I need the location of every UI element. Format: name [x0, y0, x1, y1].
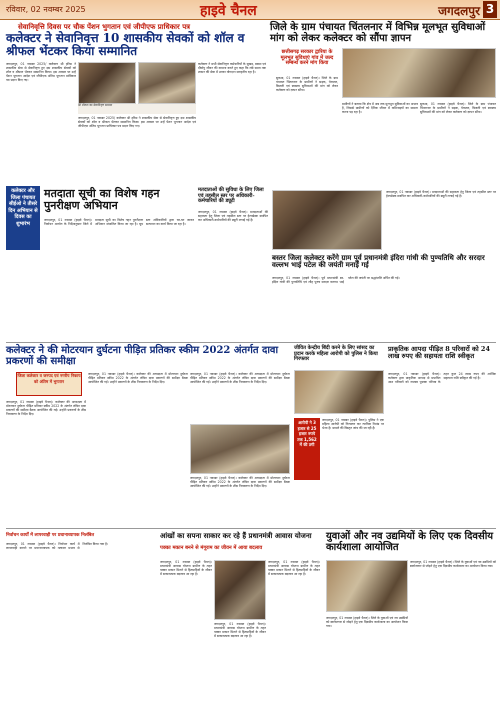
story6-photo [190, 424, 290, 474]
story1-photo-caption: श्री शीतल का सेवानिवृत्त सम्मान [78, 104, 196, 114]
story2-body-col2: ग्रामीणों ने बताया कि क्षेत्र में अब तक मूलभूत सुविधाओं का अभाव है, जिससे ग्रामीणों को दैनिक जीवन में कठिनाइयों का सामना करना पड़ रहा है। [342, 102, 418, 115]
story7-headline: जीवित केन्द्रीय बिंदी करने के लिए सांसद का प्रदान करके महिला आरोपी को पुलिस ने किया गिरफ्तार [294, 345, 378, 362]
story4-body: जगदलपुर, 01 नवम्बर (हाइवे चैनल)। मतदाताओं की सहायता हेतु जिला एवं तहसील स्तर पर हेल्पडेस्क स्थापित कर अधिकारी-कर्मचारियों की ड्यूटी लगाई गई है। [198, 210, 268, 223]
brand-title: हाइवे चैनल [200, 3, 257, 19]
story2-photo [342, 48, 496, 98]
story1-body-col1: जगदलपुर, 01 नवम्बर 2025/ कलेक्टर श्री हरिस ने शासकीय सेवा से सेवानिवृत्त हुए दस शासकीय सेवकों को शॉल व श्रीफल भेंटकर सम्मानित किया। इस अवसर पर उन्हें पेंशन भुगतान आदेश एवं जीपीएफ अंतिम भुगतान प्राधिकार पत्र प्रदान किए गए। [6, 62, 76, 83]
story2-body-col3: सुकमा, 01 नवम्बर (हाइवे चैनल)। जिले के ग्राम पंचायत चिंतलनार के ग्रामीणों ने सड़क, पेयजल, बिजली एवं स्वास्थ्य सुविधाओं की मांग को लेकर कलेक्टर को ज्ञापन सौंपा। [420, 102, 496, 115]
story10-body-col2: जगदलपुर, 01 नवम्बर (हाइवे चैनल)। प्रधानमंत्री आवास योजना ग्रामीण के तहत पक्का मकान मिलने से हितग्राहियों के जीवन में सकारात्मक बदलाव आ रहा है। [268, 560, 320, 577]
story8-body: जगदलपुर, 01 नवम्बर (हाइवे चैनल)। कलेक्टर द्वारा प्राकृतिक आपदा से प्रभावित आठ परिवारों को राजस्व पुस्तक परिपत्र के तहत कुल 24 लाख रुपए की आर्थिक सहायता राशि स्वीकृत की गई है। [388, 372, 496, 385]
story5-body: जगदलपुर, 01 नवम्बर (हाइवे चैनल)। पूर्व प्रधानमंत्री स्व. इंदिरा गांधी की पुण्यतिथि एवं लौह पुरुष सरदार वल्लभ भाई पटेल की जयंती पर श्रद्धांजलि अर्पित की गई। [272, 276, 400, 285]
story1-body-col2: कलेक्टर ने सभी सेवानिवृत्त कर्मचारियों के सुखद, स्वस्थ एवं दीर्घायु जीवन की कामना करते हुए कहा कि लंबे समय तक शासन की सेवा में उनका योगदान सराहनीय रहा है। [198, 62, 266, 75]
story7-photo [294, 370, 384, 414]
story10-photo [214, 560, 266, 620]
story7-body: जगदलपुर, 01 नवम्बर (हाइवे चैनल)। पुलिस ने एक महिला आरोपी को गिरफ्तार कर न्यायिक रिमांड पर भेजा है। मामले की विस्तृत जांच की जा रही है। [322, 418, 384, 431]
story6-body-col2: जगदलपुर, 01 नवम्बर (हाइवे चैनल)। कलेक्टर की अध्यक्षता में मोटरयान दुर्घटना पीड़ित प्रतिकर स्कीम 2022 के अंतर्गत लंबित दावा प्रकरणों की समीक्षा बैठक आयोजित की गई। उन्होंने प्रकरणों के शीघ्र निराकरण के निर्देश दिए। [88, 372, 188, 385]
story11-body-col2: जगदलपुर, 01 नवम्बर (हाइवे चैनल)। जिले के युवाओं एवं नव उद्यमियों को स्वरोजगार से जोड़ने हेतु एक दिवसीय कार्यशाला का आयोजन किया गया। [410, 560, 496, 569]
story2-headline: जिले के ग्राम पंचायत चिंतलनार में विभिन्न मूलभूत सुविधाओं मांग को लेकर कलेक्टर को सौंपा ज्ञापन [270, 22, 486, 44]
story5-body-top: जगदलपुर, 01 नवम्बर (हाइवे चैनल)। मतदाताओं की सहायता हेतु जिला एवं तहसील स्तर पर हेल्पडेस्क स्थापित कर अधिकारी-कर्मचारियों की ड्यूटी लगाई गई है। [386, 190, 496, 199]
story1-kicker: सेवानिवृत्ति दिवस पर चौक पेंशन भुगतान एवं जीपीएफ प्राधिकार पत्र [18, 23, 191, 31]
section-divider-2 [6, 528, 496, 529]
story6-body-col4: जगदलपुर, 01 नवम्बर (हाइवे चैनल)। कलेक्टर की अध्यक्षता में मोटरयान दुर्घटना पीड़ित प्रतिकर स्कीम 2022 के अंतर्गत लंबित दावा प्रकरणों की समीक्षा बैठक आयोजित की गई। उन्होंने प्रकरणों के शीघ्र निराकरण के निर्देश दिए। [190, 476, 290, 489]
issue-date: रविवार, 02 नवम्बर 2025 [6, 5, 86, 14]
story6-callout: जिला कलेक्टर व जनपद एवं नगरीय निकाय को अंतिम में भुगतान [16, 372, 82, 396]
story6-headline: कलेक्टर ने की मोटरयान दुर्घटना पीड़ित प्रतिकर स्कीम 2022 अंतर्गत दावा प्रकरणों की समीक्षा [6, 345, 279, 367]
story3-body: जगदलपुर, 01 नवम्बर (हाइवे चैनल)। निर्वाचन आयोग के निर्देशानुसार जिले में मतदाता सूची का विशेष गहन पुनरीक्षण अभियान संचालित किया जा रहा है। बूथ स्तर अधिकारियों द्वारा घर-घर जाकर सत्यापन का कार्य किया जा रहा है। [44, 218, 194, 227]
story2-body-col1: सुकमा, 01 नवम्बर (हाइवे चैनल)। जिले के ग्राम पंचायत चिंतलनार के ग्रामीणों ने सड़क, पेयजल, बिजली एवं स्वास्थ्य सुविधाओं की मांग को लेकर कलेक्टर को ज्ञापन सौंपा। [276, 76, 338, 93]
story1-body-col3: जगदलपुर, 01 नवम्बर 2025/ कलेक्टर श्री हरिस ने शासकीय सेवा से सेवानिवृत्त हुए दस शासकीय सेवकों को शॉल व श्रीफल भेंटकर सम्मानित किया। इस अवसर पर उन्हें पेंशन भुगतान आदेश एवं जीपीएफ अंतिम भुगतान प्राधिकार पत्र प्रदान किए गए। [78, 116, 196, 129]
story5-headline: बस्तर जिला कलेक्टर करेंगे ग्राम पूर्व प्रधानमंत्री इंदिरा गांधी की पुण्यतिथि और सरदार वल्लभ भाई पटेल की जयंती मनाई गई [272, 253, 485, 270]
story1-headline: कलेक्टर ने सेवानिवृत्त 10 शासकीय सेवकों को शॉल व श्रीफल भेंटकर किया सम्मानित [6, 31, 245, 58]
story10-headline: आंखों का सपना साकार कर रहे हैं प्रधानमंत्री आवास योजना [160, 531, 312, 540]
page-number: 3 [483, 1, 497, 18]
story1-photo-1 [78, 62, 136, 104]
masthead [0, 0, 500, 20]
story11-photo [326, 560, 408, 612]
story4-headline: मतदाताओं की सुविधा के लिए जिला एवं तहसील स्तर पर अधिकारी-कर्मचारियों की ड्यूटी [198, 187, 264, 204]
story1-photo-2 [138, 62, 196, 104]
story11-body-col1: जगदलपुर, 01 नवम्बर (हाइवे चैनल)। जिले के युवाओं एवं नव उद्यमियों को स्वरोजगार से जोड़ने हेतु एक दिवसीय कार्यशाला का आयोजन किया गया। [326, 616, 408, 629]
story3-headline: मतदाता सूची का विशेष गहन पुनरीक्षण अभियान [44, 187, 160, 212]
story2-subhead: छत्तीसगढ़ सरकार द्वारिया के मूलभूत सुविधाएं गांव में जल्द सम्बन्ध करने मांग किया [280, 49, 334, 66]
city-name: जगदलपुर [438, 4, 480, 18]
section-divider [6, 342, 496, 343]
story10-subhead: पक्का मकान बनने से मंगूराम का जीवन में आया बदलाव [160, 545, 263, 551]
story9-headline: निर्वाचन कार्यों में लापरवाही पर प्रधानाध्यापक निलंबित [6, 533, 95, 538]
story10-body-col1: जगदलपुर, 01 नवम्बर (हाइवे चैनल)। प्रधानमंत्री आवास योजना ग्रामीण के तहत पक्का मकान मिलने से हितग्राहियों के जीवन में सकारात्मक बदलाव आ रहा है। [160, 560, 212, 577]
story10-body-col3: जगदलपुर, 01 नवम्बर (हाइवे चैनल)। प्रधानमंत्री आवास योजना ग्रामीण के तहत पक्का मकान मिलने से हितग्राहियों के जीवन में सकारात्मक बदलाव आ रहा है। [214, 622, 266, 639]
story8-headline: प्राकृतिक आपदा पीड़ित 8 परिवारों को 24 लाख रुपए की सहायता राशि स्वीकृत [388, 345, 490, 360]
story6-body-col3: जगदलपुर, 01 नवम्बर (हाइवे चैनल)। कलेक्टर की अध्यक्षता में मोटरयान दुर्घटना पीड़ित प्रतिकर स्कीम 2022 के अंतर्गत लंबित दावा प्रकरणों की समीक्षा बैठक आयोजित की गई। उन्होंने प्रकरणों के शीघ्र निराकरण के निर्देश दिए। [190, 372, 290, 385]
story5-photo [272, 190, 382, 250]
story7-callout: आरोपी ने 3 हजार से 25 हजार रुपये तक 1,562 में की ठगी [294, 418, 320, 480]
story6-body-col1: जगदलपुर, 01 नवम्बर (हाइवे चैनल)। कलेक्टर की अध्यक्षता में मोटरयान दुर्घटना पीड़ित प्रतिकर स्कीम 2022 के अंतर्गत लंबित दावा प्रकरणों की समीक्षा बैठक आयोजित की गई। उन्होंने प्रकरणों के शीघ्र निराकरण के निर्देश दिए। [6, 400, 86, 417]
story9-body: जगदलपुर, 01 नवम्बर (हाइवे चैनल)। निर्वाचन कार्य में लापरवाही बरतने पर प्रधानाध्यापक को तत्काल प्रभाव से निलंबित किया गया है। [6, 542, 109, 551]
story11-headline: युवाओं और नव उद्यमियों के लिए एक दिवसीय कार्यशाला आयोजित [326, 531, 494, 553]
sidebar-callout: कलेक्टर और जिला पंचायत सीईओ ने तीसरे दिन अभियान से दिवस का शुभारंभ [6, 186, 40, 250]
